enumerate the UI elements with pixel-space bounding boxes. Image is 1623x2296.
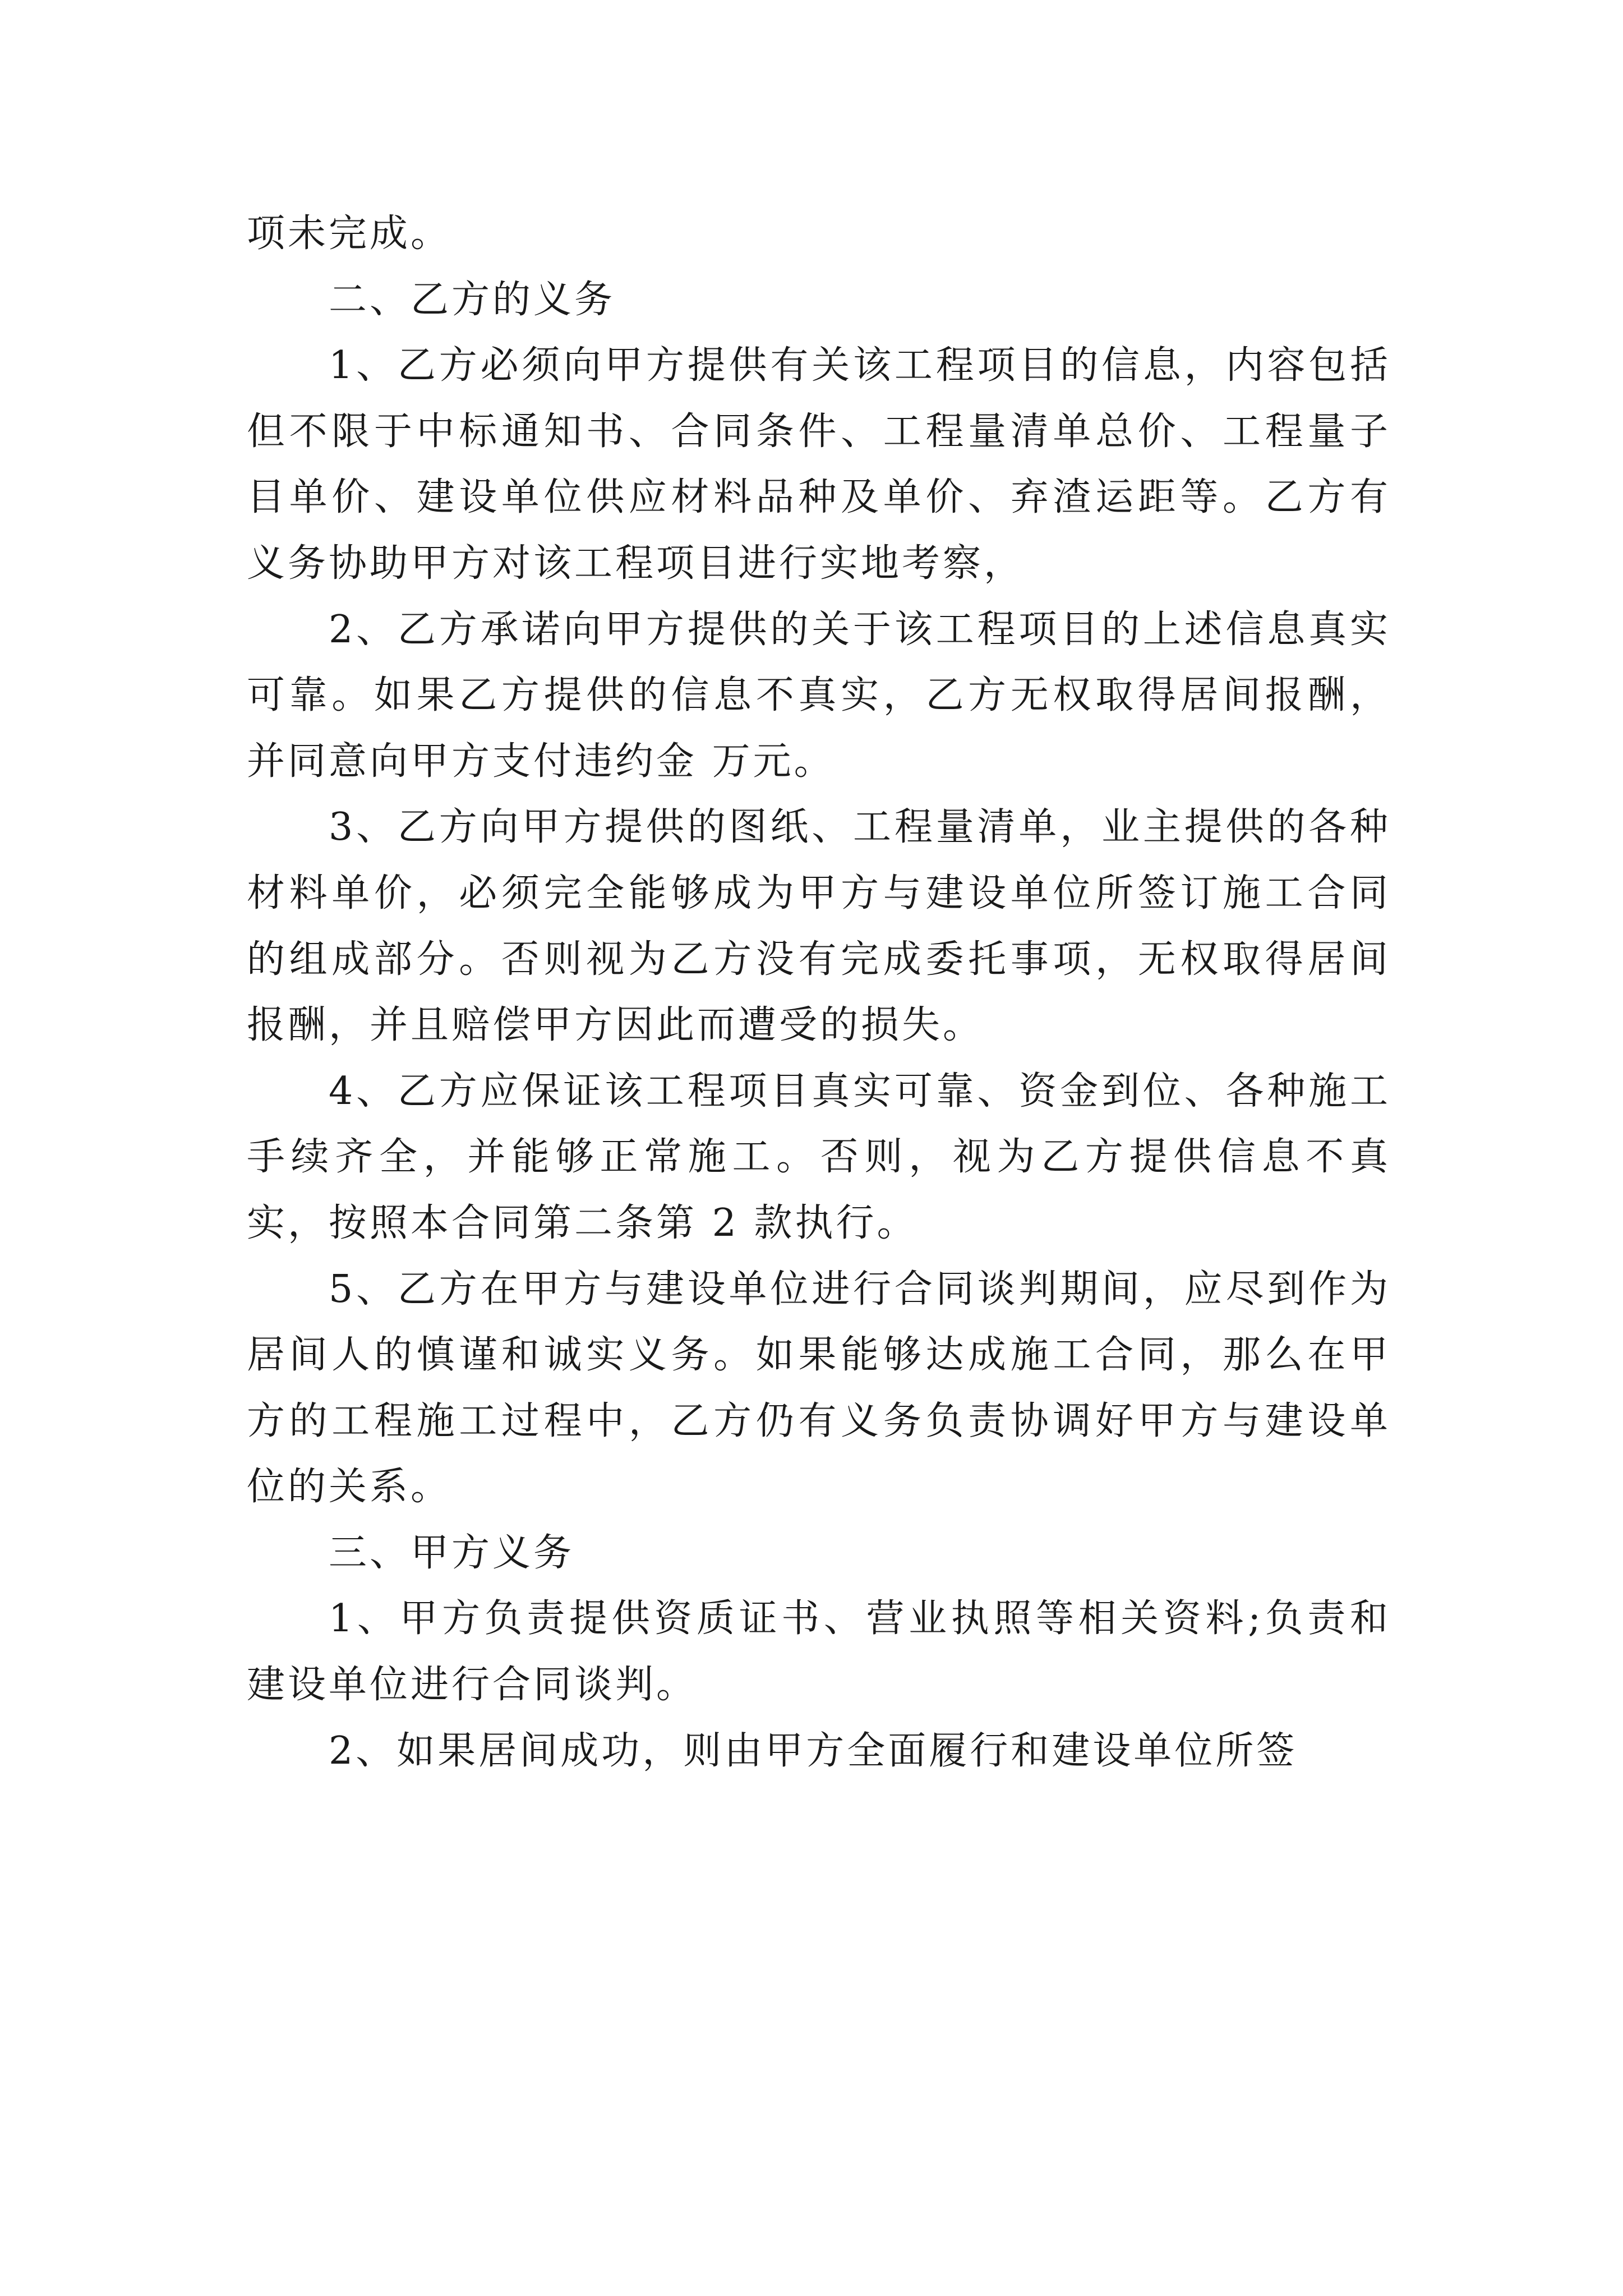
clause-party-b-2: 2、乙方承诺向甲方提供的关于该工程项目的上述信息真实可靠。如果乙方提供的信息不真实，乙方无权取得居间报酬，并同意向甲方支付违约金 万元。 xyxy=(247,607,1391,784)
clause-party-b-3: 3、乙方向甲方提供的图纸、工程量清单，业主提供的各种材料单价，必须完全能够成为甲方与建设单位所签订施工合同的组成部分。否则视为乙方没有完成委托事项，无权取得居间报酬，并且赔偿甲方因此而遭受的损失。 xyxy=(247,805,1391,1048)
paragraph-continuation: 项未完成。 xyxy=(247,211,452,256)
clause-party-b-5: 5、乙方在甲方与建设单位进行合同谈判期间，应尽到作为居间人的慎谨和诚实义务。如果能够达成施工合同，那么在甲方的工程施工过程中，乙方仍有义务负责协调好甲方与建设单位的关系。 xyxy=(247,1267,1391,1510)
clause-party-b-1: 1、乙方必须向甲方提供有关该工程项目的信息，内容包括但不限于中标通知书、合同条件、工程量清单总价、工程量子目单价、建设单位供应材料品种及单价、弃渣运距等。乙方有义务协助甲方对该工程项目进行实地考察， xyxy=(247,343,1391,586)
clause-party-a-1: 1、甲方负责提供资质证书、营业执照等相关资料;负责和建设单位进行合同谈判。 xyxy=(247,1596,1391,1708)
document-body xyxy=(247,201,1391,1784)
section-heading-party-a-obligations: 三、甲方义务 xyxy=(329,1530,575,1575)
clause-party-a-2: 2、如果居间成功，则由甲方全面履行和建设单位所签 xyxy=(329,1728,1298,1773)
clause-party-b-4: 4、乙方应保证该工程项目真实可靠、资金到位、各种施工手续齐全，并能够正常施工。否则，视为乙方提供信息不真实，按照本合同第二条第 2 款执行。 xyxy=(247,1069,1391,1245)
section-heading-party-b-obligations: 二、乙方的义务 xyxy=(329,277,616,322)
